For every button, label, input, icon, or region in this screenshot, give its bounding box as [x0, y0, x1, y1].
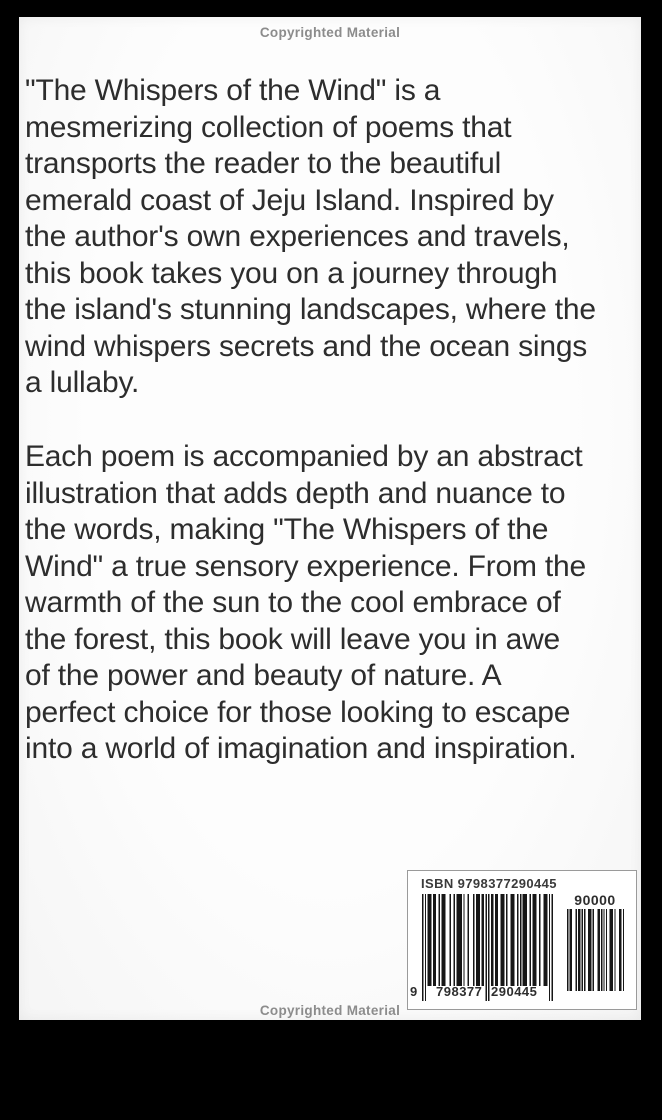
- text-line: the forest, this book will leave you in awe: [25, 622, 561, 656]
- description-paragraph-1: [25, 73, 596, 402]
- text-line: this book takes you on a journey through: [25, 256, 558, 290]
- copyright-watermark-bottom: Copyrighted Material: [259, 1003, 401, 1018]
- text-line: the author's own experiences and travels,: [25, 220, 570, 253]
- text-line: wind whispers secrets and the ocean sings: [25, 329, 588, 363]
- barcode-digit-first: 9: [410, 984, 418, 999]
- text-line: mesmerizing collection of poems that: [25, 110, 512, 144]
- description-paragraph-2: [25, 439, 586, 768]
- text-line: a lullaby.: [25, 366, 140, 399]
- copyright-watermark-top: Copyrighted Material: [259, 25, 401, 40]
- text-line: of the power and beauty of nature. A: [25, 659, 502, 692]
- book-back-cover: [19, 17, 641, 1020]
- barcode-digits-group2: 290445: [491, 984, 538, 999]
- text-line: the words, making "The Whispers of the: [25, 513, 549, 546]
- text-line: Wind" a true sensory experience. From the: [25, 549, 587, 583]
- text-line: "The Whispers of the Wind" is a: [25, 74, 441, 107]
- text-line: into a world of imagination and inspiration.: [25, 732, 577, 765]
- text-line: warmth of the sun to the cool embrace of: [25, 586, 561, 619]
- isbn-number-label: ISBN 9798377290445: [421, 876, 557, 891]
- text-line: illustration that adds depth and nuance to: [25, 476, 566, 510]
- text-line: transports the reader to the beautiful: [25, 147, 502, 180]
- text-line: emerald coast of Jeju Island. Inspired by: [25, 183, 554, 217]
- isbn-barcode-block: [407, 870, 637, 1010]
- text-line: Each poem is accompanied by an abstract: [25, 440, 583, 473]
- price-code-label: 90000: [574, 892, 616, 908]
- ean5-supplement-barcode: [566, 909, 624, 991]
- barcode-digits-group1: 798377: [436, 984, 483, 999]
- text-line: the island's stunning landscapes, where the: [25, 293, 596, 326]
- text-line: perfect choice for those looking to escape: [25, 695, 571, 729]
